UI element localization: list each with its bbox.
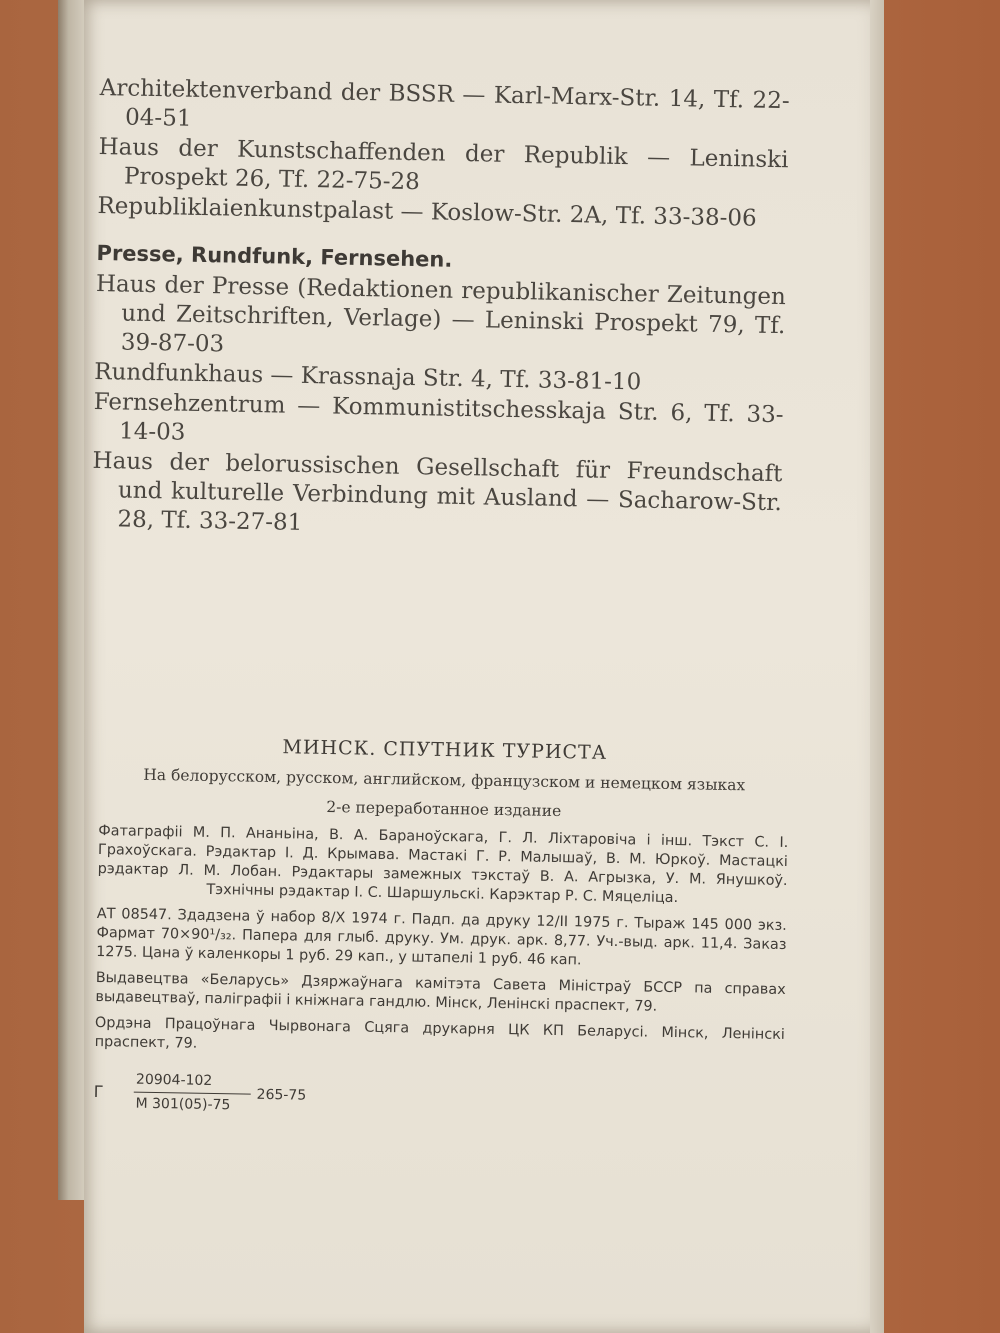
address-entry: Architektenverband der BSSR — Karl-Marx-Str. 14, Tf. 22-04-51	[99, 74, 790, 132]
catalog-letter: Г	[93, 1081, 104, 1102]
edition-note: 2-е переработанное издание	[326, 797, 562, 821]
print-data-text: АТ 08547. Здадзена ў набор 8/X 1974 г. Падп. да друку 12/II 1975 г. Тыраж 145 000 экз. Фармат 70×90¹/₃₂. Папера для глыб. друку. Ум. друк. арк. 8,77. Уч.-выд. арк. 11,4. Заказ 1275. Цана ў каленкоры 1 руб. 29 кап., у штапелі 1 руб. 46 кап.	[96, 905, 787, 969]
publisher-text: Выдавецтва «Беларусь» Дзяржаўнага камітэта Савета Міністраў БССР па справах выдавецтваў, паліграфіі і кніжнага гандлю. Мінск, Ленінскі праспект, 79.	[95, 969, 786, 1015]
languages-note: На белорусском, русском, английском, французском и немецком языках	[143, 765, 746, 795]
address-entry: Republiklaienkunstpalast — Koslow-Str. 2A, Tf. 33-38-06	[97, 192, 757, 232]
catalog-numerator: 20904-102	[134, 1071, 251, 1095]
credits-text: Фатаграфіі М. П. Ананьіна, В. А. Бараноўскага, Г. Л. Ліхтаровіча і інш. Тэкст С. І. Грахоўскага. Рэдактар І. Д. Крымава. Мастакі Г. Р. Малышаў, В. М. Юркоў. Мастацкі рэдактар Л. М. Лобан. Рэдактары замежных тэкстаў В. А. Агрызка, У. М. Янушкоў. Тэхнічны рэдактар І. С. Шаршульскі. Карэктар Р. С. Мяцеліца.	[97, 822, 789, 907]
address-entry: Haus der belorussischen Gesellschaft für Freundschaft und kulturelle Verbindung mit Ausland — Sacharow-Str. 28, Tf. 33-27-81	[92, 447, 783, 536]
address-entry: Fernsehzentrum — Kommunistitschesskaja Str. 6, Tf. 33-14-03	[93, 388, 784, 446]
book-title: МИНСК. СПУТНИК ТУРИСТА	[282, 736, 608, 764]
address-entry: Haus der Kunstschaffenden der Republik — Leninski Prospekt 26, Tf. 22-75-28	[98, 133, 789, 196]
address-entry: Rundfunkhaus — Krassnaja Str. 4, Tf. 33-81-10	[94, 358, 642, 396]
address-entry: Haus der Presse (Redaktionen republikanischer Zeitungen und Zeitschriften, Verlage) — Leninski Prospekt 79, Tf. 39-87-03	[95, 270, 787, 358]
catalog-fraction	[133, 1071, 251, 1116]
section-heading: Presse, Rundfunk, Fernsehen.	[96, 240, 453, 272]
catalog-denominator: М 301(05)-75	[135, 1095, 231, 1114]
imprint-block	[93, 735, 789, 1125]
page-edge	[870, 0, 884, 1333]
catalog-code: 265-75	[256, 1086, 307, 1104]
printer-text: Ордэна Працоўнага Чырвонага Сцяга друкарня ЦК КП Беларусі. Мінск, Ленінскі праспект, 79.	[94, 1014, 786, 1052]
address-section	[91, 74, 790, 548]
